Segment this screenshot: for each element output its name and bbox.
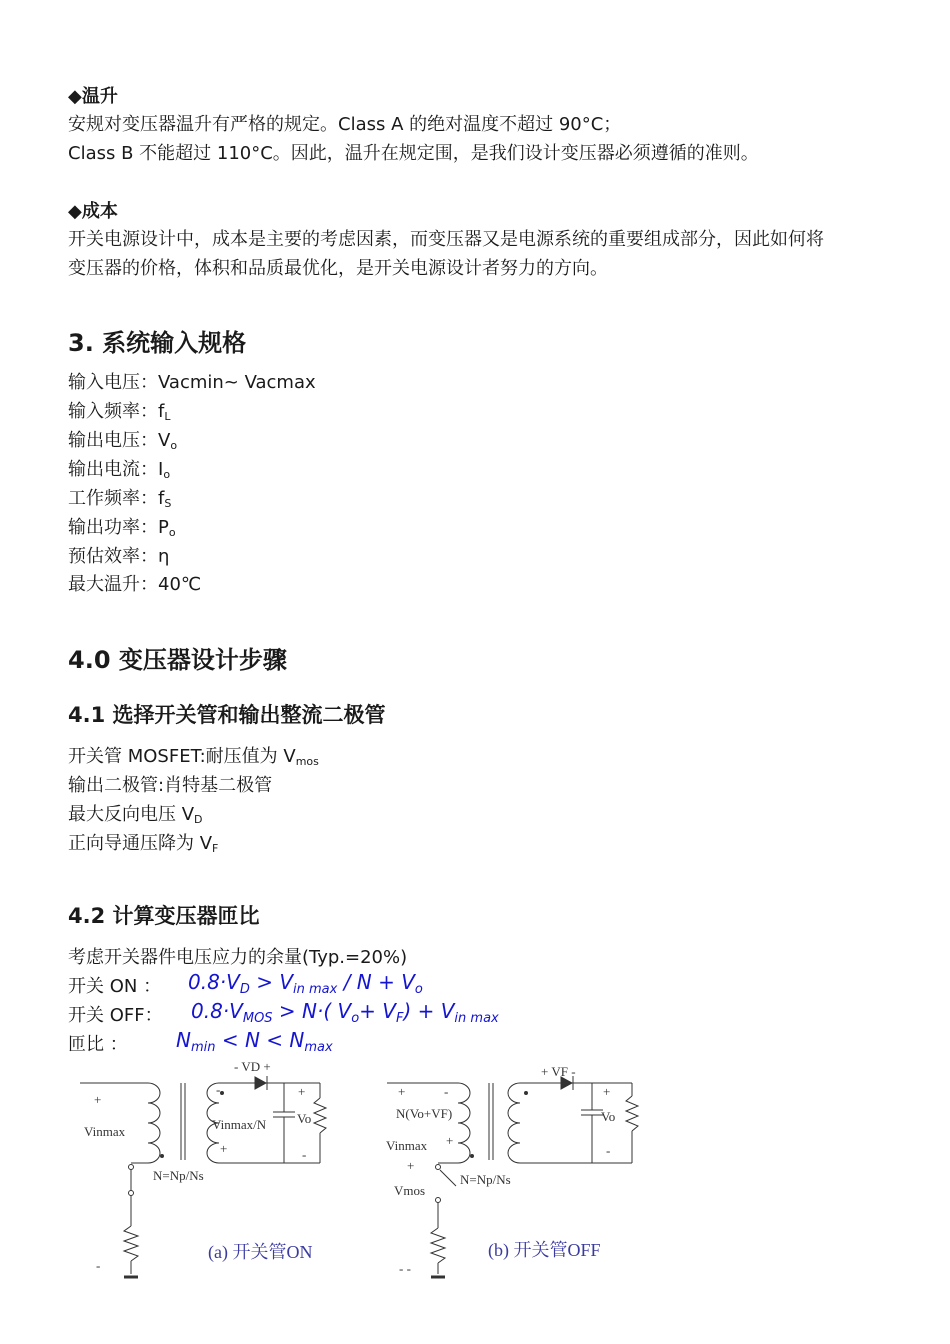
cost-line-2: 变压器的价格，体积和品质最优化，是开关电源设计者努力的方向。 — [68, 258, 608, 279]
b-pri-plus: + — [398, 1084, 406, 1099]
b-vin-label: Vinmax — [386, 1138, 428, 1153]
a-vo-minus: - — [302, 1147, 307, 1162]
s41-line: 开关管 MOSFET:耐压值为 $V_{mos}$ — [68, 746, 319, 768]
spec-item: 输入电压：Vacmin~ Vacmax — [68, 372, 316, 393]
b-vo-plus: + — [603, 1084, 611, 1099]
b-ratio-label: N=Np/Ns — [460, 1172, 511, 1187]
temp-line-2: Class B 不能超过 110°C。因此，温升在规定围，是我们设计变压器必须遵循的准则。 — [68, 143, 759, 164]
design-heading: 4.0 变压器设计步骤 — [68, 646, 287, 674]
cost-line-1: 开关电源设计中，成本是主要的考虑因素，而变压器又是电源系统的重要组成部分，因此如何将 — [68, 229, 824, 250]
b-reflected-label: N(Vo+VF) — [396, 1106, 453, 1121]
a-vo-label: Vo — [297, 1111, 312, 1126]
b-vo-minus: - — [606, 1143, 611, 1158]
b-caption: (b) 开关管OFF — [488, 1240, 601, 1260]
a-vin-label: Vinmax — [84, 1124, 126, 1139]
flyback-circuit-figure — [0, 1055, 950, 1295]
spec-item: 输出电流：$I_o$ — [68, 459, 171, 481]
a-minus: - — [96, 1258, 101, 1273]
b-vf-label: + VF - — [541, 1064, 576, 1079]
spec-item: 工作频率：$f_S$ — [68, 488, 172, 510]
spec-item: 输出功率：$P_o$ — [68, 517, 176, 539]
temp-heading: ◆温升 — [68, 86, 118, 107]
on-formula: $0.8\cdot V_D > V_{in max} / N + V_o$ — [188, 970, 423, 997]
on-label: 开关 ON ： — [68, 976, 162, 997]
a-vo-plus: + — [298, 1084, 306, 1099]
b-vin-plus: + — [446, 1133, 454, 1148]
b-vmos-label: Vmos — [394, 1183, 426, 1198]
section-4-2-heading: 4.2 计算变压器匝比 — [68, 904, 260, 928]
ratio-label: 匝比 ： — [68, 1034, 128, 1055]
s42-intro: 考虑开关器件电压应力的余量(Typ.=20%) — [68, 947, 408, 968]
b-vo-label: Vo — [601, 1109, 616, 1124]
a-vd-label: - VD + — [234, 1059, 271, 1074]
a-sec-plus: + — [220, 1141, 228, 1156]
spec-heading: 3. 系统输入规格 — [68, 329, 247, 357]
a-plus: + — [94, 1092, 102, 1107]
ratio-formula: $N_{min} < N < N_{max}$ — [176, 1028, 333, 1055]
spec-item: 输入频率：$f_L$ — [68, 401, 171, 423]
spec-item: 输出电压：$V_o$ — [68, 430, 178, 452]
spec-item: 最大温升：40℃ — [68, 574, 202, 595]
off-formula: $0.8\cdot V_{MOS} > N\cdot$( $V_o+ V_F) + V_{in max}$ — [191, 999, 499, 1026]
s41-line: 输出二极管:肖特基二极管 — [68, 775, 273, 796]
spec-item: 预估效率：η — [68, 546, 170, 567]
on-condition — [68, 972, 161, 1001]
s41-line: 正向导通压降为 $V_F$ — [68, 833, 219, 855]
a-sec-minus: - — [216, 1082, 221, 1097]
s41-line: 最大反向电压 $V_D$ — [68, 804, 203, 826]
a-secondary-label: Vinmax/N — [212, 1117, 267, 1132]
a-caption: (a) 开关管ON — [208, 1242, 313, 1262]
section-4-1-heading: 4.1 选择开关管和输出整流二极管 — [68, 703, 386, 727]
b-vmos-plus: + — [407, 1158, 415, 1173]
cost-heading: ◆成本 — [68, 201, 118, 222]
off-condition — [68, 1001, 163, 1030]
off-label: 开关 OFF： — [68, 1005, 163, 1026]
b-pri-minus: - — [444, 1084, 449, 1099]
a-ratio-label: N=Np/Ns — [153, 1168, 204, 1183]
b-minus: - - — [399, 1261, 411, 1276]
temp-line-1: 安规对变压器温升有严格的规定。Class A 的绝对温度不超过 90°C； — [68, 114, 622, 135]
